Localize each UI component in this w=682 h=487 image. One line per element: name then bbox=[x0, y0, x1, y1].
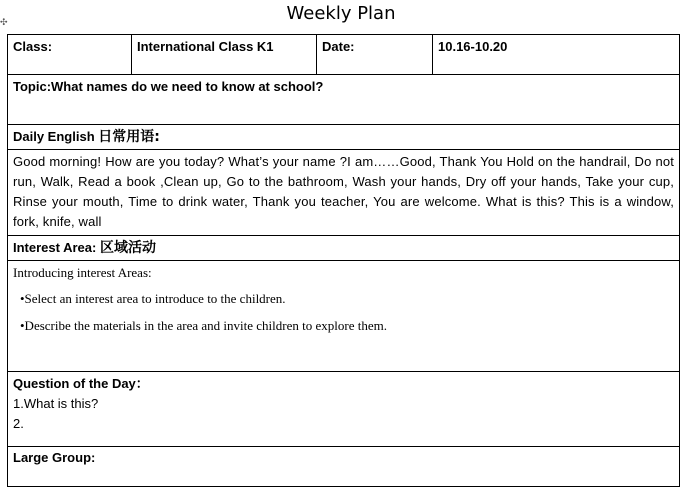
interest-bullet-1: •Select an interest area to introduce to the children. bbox=[20, 291, 286, 306]
interest-area-row bbox=[8, 261, 680, 372]
class-label: Class: bbox=[8, 35, 132, 75]
class-date-row bbox=[8, 35, 680, 75]
question-label: Question of the Day： bbox=[13, 376, 149, 391]
interest-area-header-row bbox=[8, 236, 680, 261]
topic-row bbox=[8, 75, 680, 125]
interest-area-header bbox=[8, 236, 680, 261]
interest-bullet-2: •Describe the materials in the area and invite children to explore them. bbox=[20, 318, 387, 333]
interest-area-cjk-label: 区域活动 bbox=[99, 240, 156, 256]
interest-intro: Introducing interest Areas: bbox=[13, 265, 152, 280]
date-value: 10.16-10.20 bbox=[433, 35, 680, 75]
question-line-2: 2. bbox=[13, 416, 24, 431]
daily-english-header-row bbox=[8, 125, 680, 150]
large-group-row bbox=[8, 447, 680, 487]
daily-english-text: Good morning! How are you today? What’s your name ?I am……Good, Thank You Hold on the handrail, Do not run, Walk, Read a book ,Clean up, Go to the bathroom, Wash your hands, Dry off your hands, Take your cup, Rinse your mouth, Time to drink water, Thank you teacher, You are welcome. What is this? This is a window, fork, knife, wall bbox=[8, 150, 680, 236]
daily-english-cjk-label: 日常用语: bbox=[98, 129, 160, 145]
document-title: Weekly Plan bbox=[286, 3, 396, 24]
question-line-1: 1.What is this? bbox=[13, 396, 99, 411]
interest-area-label: Interest Area: bbox=[13, 240, 97, 255]
question-row bbox=[8, 372, 680, 447]
daily-english-header bbox=[8, 125, 680, 150]
class-value: International Class K1 bbox=[132, 35, 317, 75]
topic-cell: Topic:What names do we need to know at school? bbox=[8, 75, 680, 125]
interest-area-content bbox=[8, 261, 680, 372]
weekly-plan-table bbox=[7, 34, 680, 487]
daily-english-row bbox=[8, 150, 680, 236]
date-label: Date: bbox=[317, 35, 433, 75]
table-anchor-icon[interactable]: ✣ bbox=[0, 18, 8, 28]
large-group-label: Large Group: bbox=[8, 447, 680, 487]
question-of-the-day bbox=[8, 372, 680, 447]
daily-english-label: Daily English bbox=[13, 129, 95, 144]
